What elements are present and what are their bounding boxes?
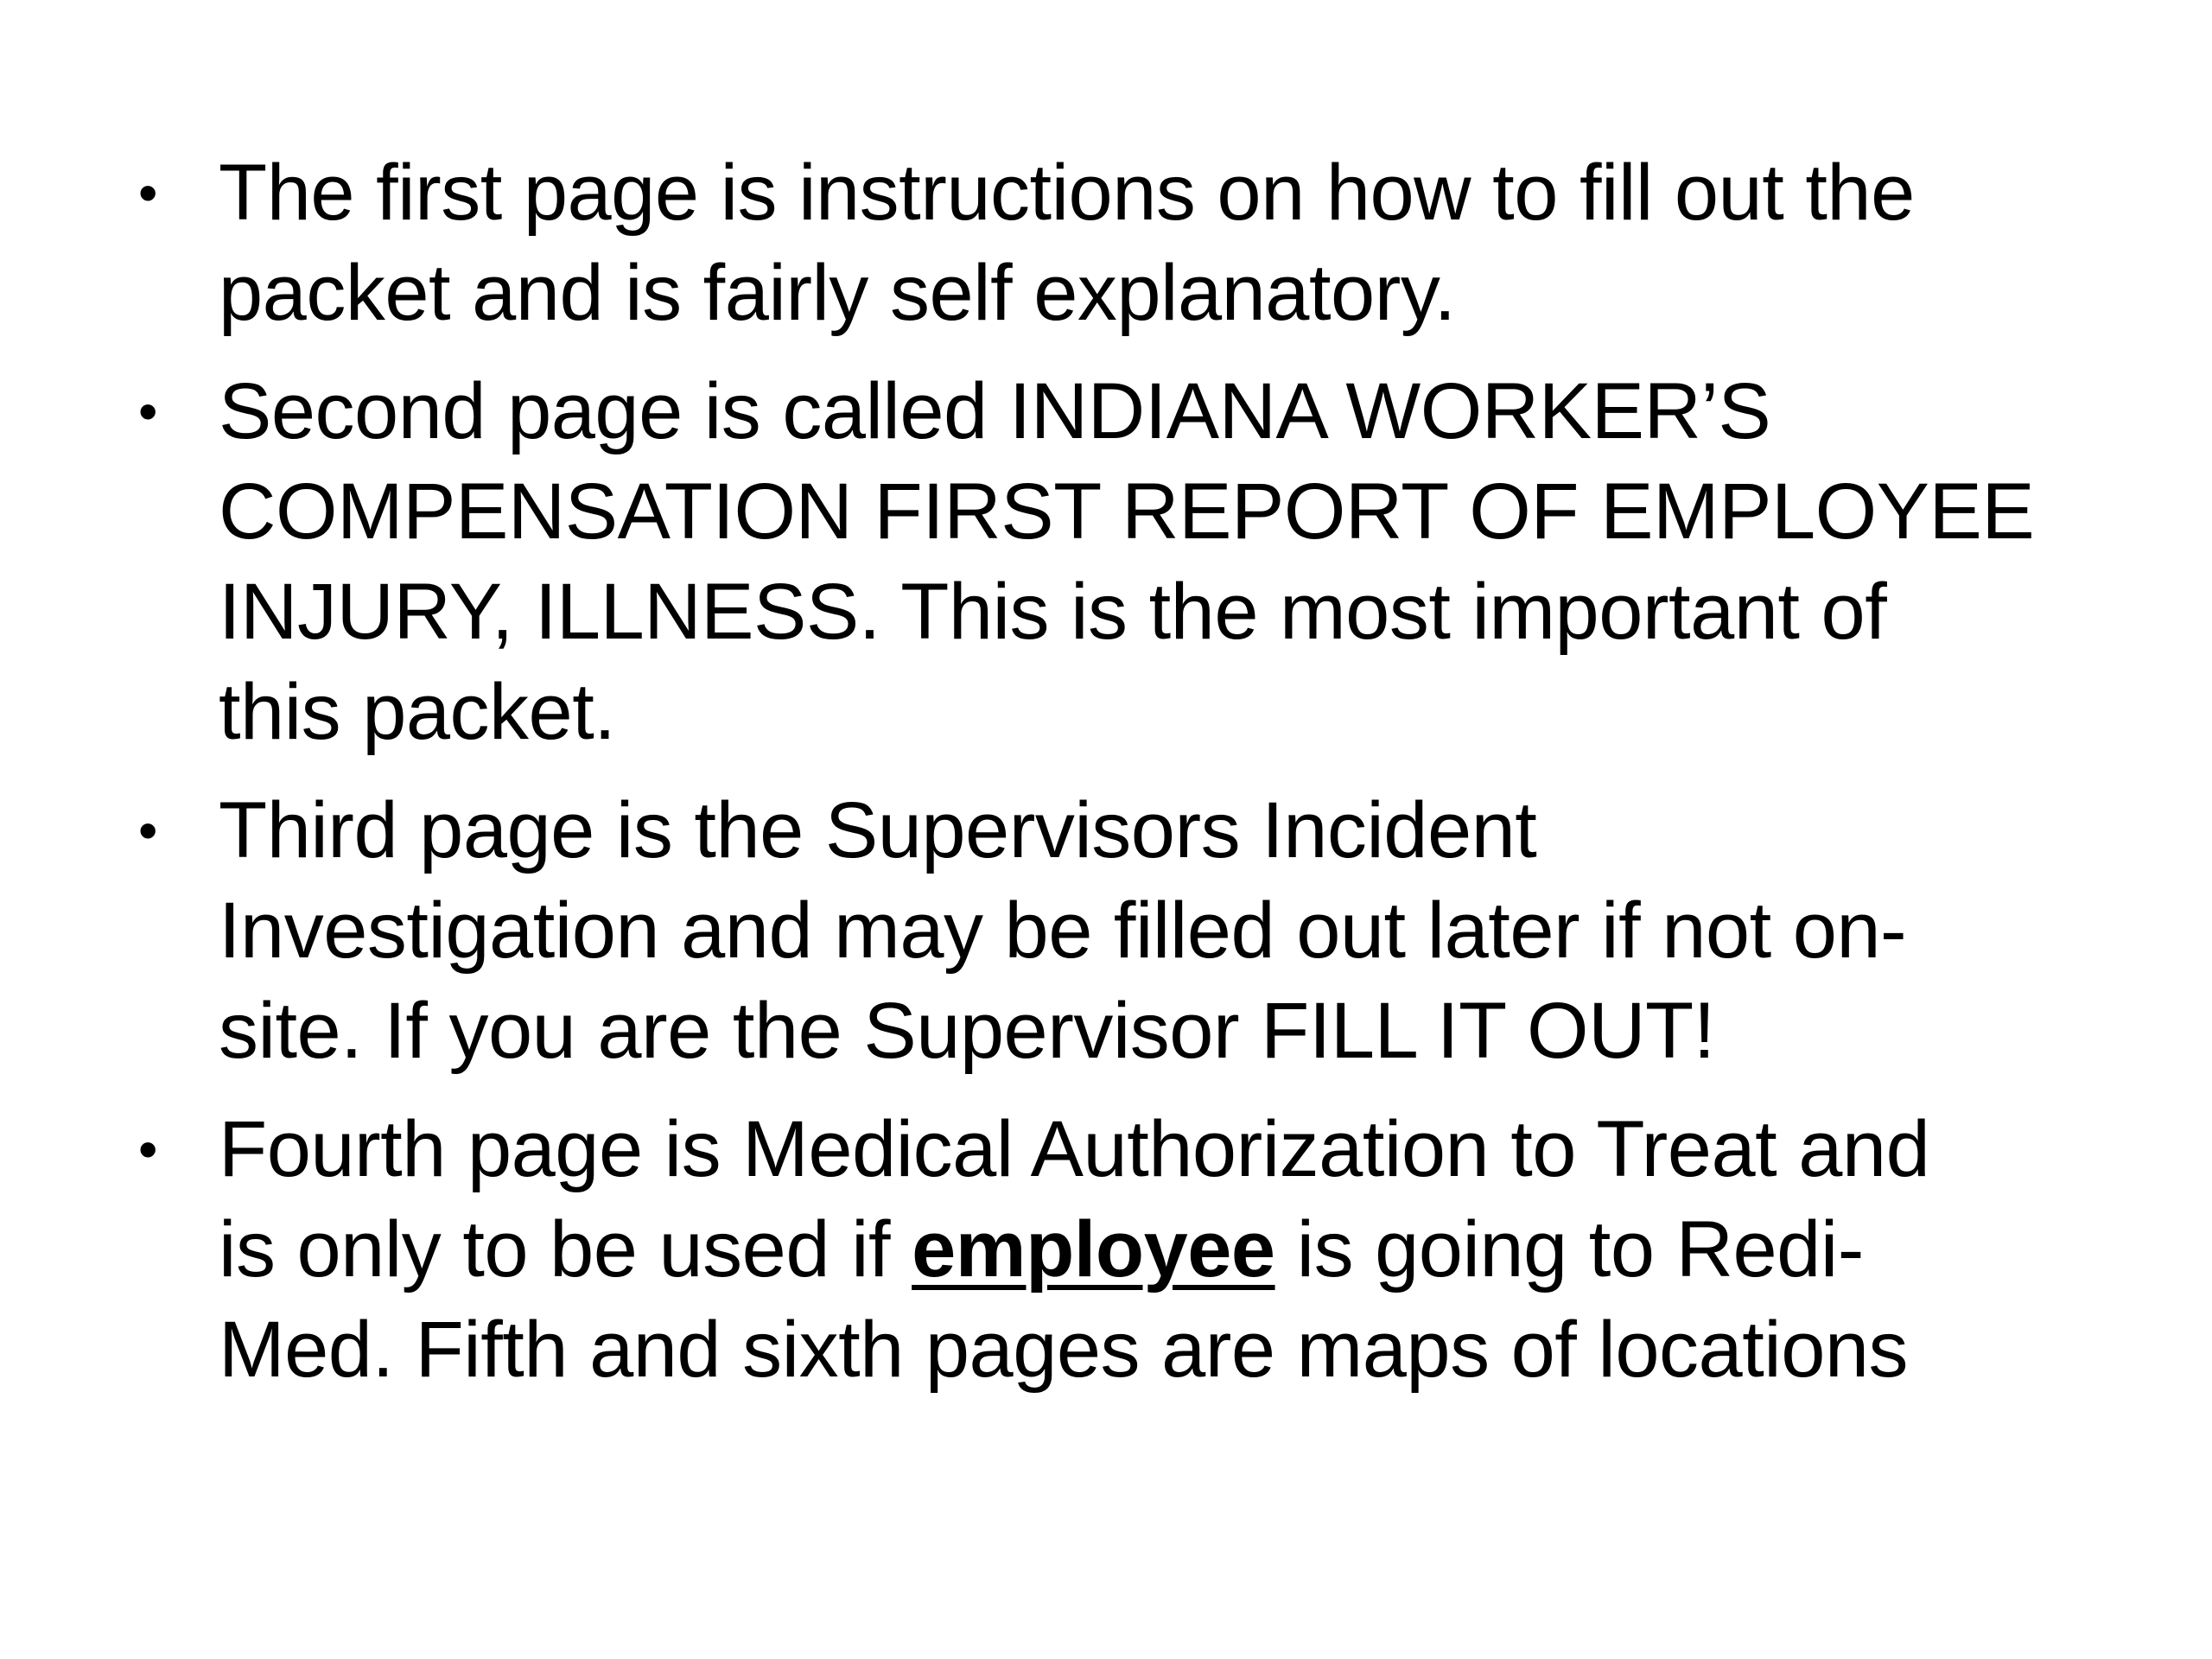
bullet-item-1 [130, 143, 2117, 343]
bullet-3-line-1: Third page is the Supervisors Incident [219, 786, 1537, 874]
bullet-marker: • [138, 162, 157, 224]
bullet-4-line-1: Fourth page is Medical Authorization to Treat and [219, 1105, 1930, 1193]
bullet-4-line-2 [219, 1199, 2117, 1300]
bullet-marker: • [138, 1118, 157, 1180]
bullet-3-line-2: Investigation and may be filled out later if not on- [219, 887, 1907, 975]
bullet-2-line-3: INJURY, ILLNESS. This is the most important of [219, 568, 1887, 656]
bullet-item-4 [130, 1099, 2117, 1400]
bullet-marker: • [138, 380, 157, 442]
bullet-1-line-1: The first page is instructions on how to fill out the [219, 149, 1915, 237]
bullet-item-3 [130, 780, 2117, 1081]
emphasized-word-employee: employee [912, 1205, 1275, 1294]
bullet-4-line-2-before: is only to be used if [219, 1205, 912, 1294]
bullet-4-line-3: Med. Fifth and sixth pages are maps of locations [219, 1306, 1909, 1394]
bullet-marker: • [138, 799, 157, 861]
bullet-2-line-1: Second page is called INDIANA WORKER’S [219, 367, 1771, 455]
bullet-1-line-2: packet and is fairly self explanatory. [219, 249, 1456, 337]
bullet-4-line-2-after: is going to Redi- [1274, 1205, 1864, 1294]
bullet-item-2 [130, 361, 2117, 762]
bullet-2-line-4: this packet. [219, 668, 616, 756]
bullet-3-line-3: site. If you are the Supervisor FILL IT OUT! [219, 987, 1715, 1075]
bullet-list [130, 143, 2117, 1418]
bullet-2-line-2: COMPENSATION FIRST REPORT OF EMPLOYEE [219, 467, 2035, 556]
